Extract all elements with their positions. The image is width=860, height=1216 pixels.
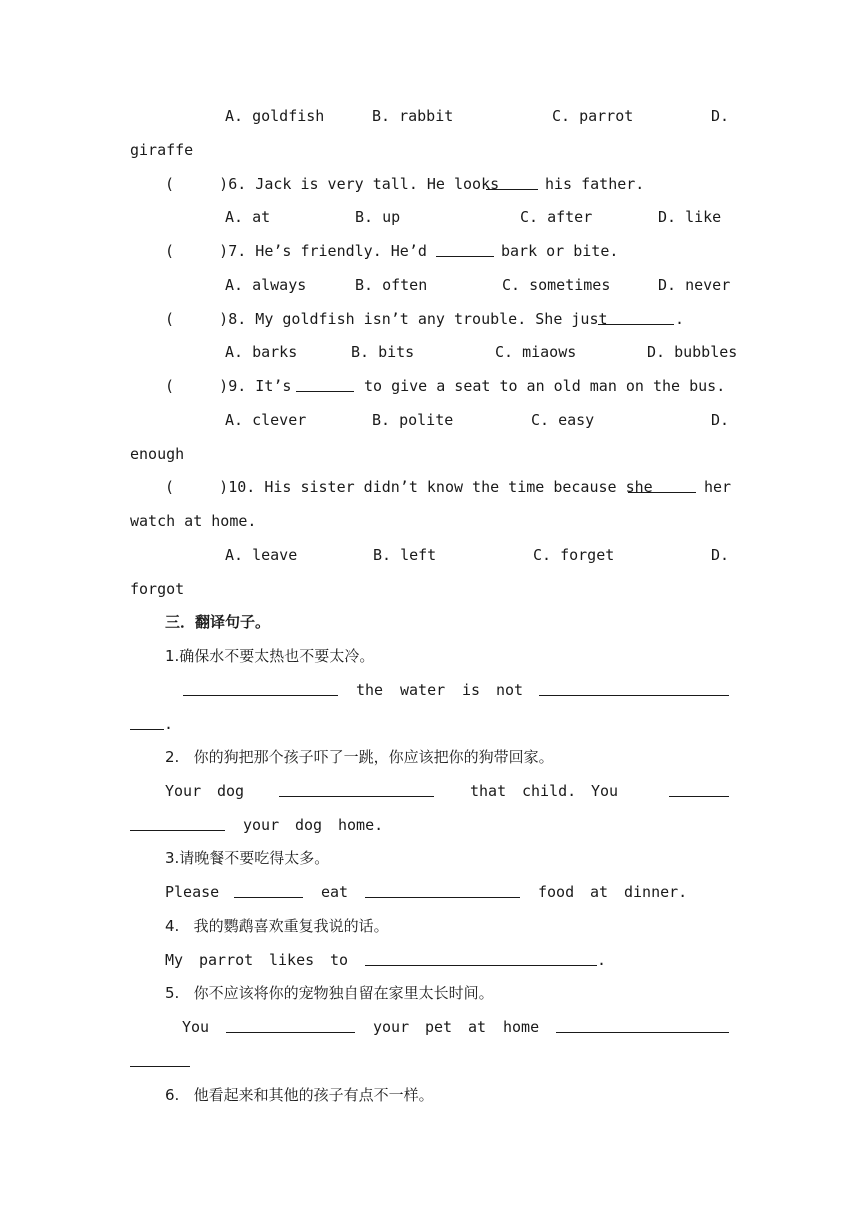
q8-option-b: B. bits <box>351 343 415 361</box>
sentence-3-blank-2[interactable] <box>365 897 520 898</box>
sentence-3-chinese: 3.请晚餐不要吃得太多。 <box>165 849 330 867</box>
sentence-4-word: to <box>330 951 349 969</box>
q10-option-d-text: forgot <box>130 580 185 598</box>
sentence-2-word: Your <box>165 782 202 800</box>
q8-blank[interactable] <box>598 324 674 325</box>
sentence-1-blank-1[interactable] <box>183 695 338 696</box>
q5-option-b: B. rabbit <box>372 107 454 125</box>
q10-option-c: C. forget <box>533 546 615 564</box>
sentence-3-word: Please <box>165 883 220 901</box>
q6-option-b: B. up <box>355 208 401 226</box>
q7-blank[interactable] <box>436 256 494 257</box>
sentence-2-word: dog <box>217 782 245 800</box>
sentence-4-blank[interactable] <box>365 965 597 966</box>
sentence-1-period: . <box>164 715 174 733</box>
sentence-1-word: the <box>356 681 384 699</box>
sentence-6-chinese: 6. 他看起来和其他的孩子有点不一样。 <box>165 1086 434 1104</box>
q10-option-a: A. leave <box>225 546 298 564</box>
sentence-3-word: food <box>538 883 575 901</box>
sentence-2-word: that <box>470 782 507 800</box>
q7-option-b: B. often <box>355 276 428 294</box>
q7-stem-end: bark or bite. <box>501 242 619 260</box>
sentence-5-word: your <box>373 1018 410 1036</box>
q5-option-a: A. goldfish <box>225 107 325 125</box>
q10-option-d: D. <box>711 546 730 564</box>
q10-stem: ( )10. His sister didn’t know the time because she <box>165 478 653 496</box>
sentence-2-word: home. <box>338 816 384 834</box>
q10-stem-wrap: watch at home. <box>130 512 257 530</box>
sentence-4-word: likes <box>269 951 315 969</box>
q8-stem: ( )8. My goldfish isn’t any trouble. She just <box>165 310 608 328</box>
sentence-4-word: parrot <box>199 951 254 969</box>
q7-option-a: A. always <box>225 276 307 294</box>
q10-blank[interactable] <box>628 492 696 493</box>
sentence-3-word: eat <box>321 883 349 901</box>
q6-option-a: A. at <box>225 208 271 226</box>
sentence-5-blank-2[interactable] <box>556 1032 729 1033</box>
q7-option-c: C. sometimes <box>502 276 611 294</box>
sentence-5-blank-2-wrap[interactable] <box>130 1066 190 1067</box>
q9-stem: ( )9. It’s <box>165 377 292 395</box>
sentence-2-blank-2-wrap[interactable] <box>130 830 225 831</box>
sentence-3-blank-1[interactable] <box>234 897 303 898</box>
sentence-4-chinese: 4. 我的鹦鹉喜欢重复我说的话。 <box>165 917 389 935</box>
q7-stem: ( )7. He’s friendly. He’d <box>165 242 427 260</box>
q6-stem-end: his father. <box>545 175 645 193</box>
q5-option-d-text: giraffe <box>130 141 194 159</box>
sentence-2-word: You <box>591 782 619 800</box>
sentence-2-blank-2[interactable] <box>669 796 729 797</box>
sentence-4-period: . <box>597 951 607 969</box>
q6-blank[interactable] <box>486 189 538 190</box>
sentence-1-blank-2-wrap[interactable] <box>130 729 164 730</box>
sentence-2-word: dog <box>295 816 323 834</box>
sentence-2-chinese: 2. 你的狗把那个孩子吓了一跳，你应该把你的狗带回家。 <box>165 748 554 766</box>
section-heading: 三．翻译句子。 <box>165 613 271 631</box>
q8-option-a: A. barks <box>225 343 298 361</box>
sentence-1-word: water <box>400 681 446 699</box>
q9-option-b: B. polite <box>372 411 454 429</box>
sentence-5-chinese: 5. 你不应该将你的宠物独自留在家里太长时间。 <box>165 984 494 1002</box>
q10-option-b: B. left <box>373 546 437 564</box>
q7-option-d: D. never <box>658 276 731 294</box>
sentence-1-word: not <box>496 681 524 699</box>
sentence-5-word: home <box>503 1018 540 1036</box>
sentence-3-word: at <box>590 883 609 901</box>
sentence-1-chinese: 1.确保水不要太热也不要太冷。 <box>165 647 375 665</box>
sentence-1-blank-2[interactable] <box>539 695 729 696</box>
q10-stem-end: her <box>704 478 732 496</box>
q9-option-c: C. easy <box>531 411 595 429</box>
sentence-2-word: your <box>243 816 280 834</box>
q6-option-d: D. like <box>658 208 722 226</box>
q9-option-d-text: enough <box>130 445 185 463</box>
q5-option-c: C. parrot <box>552 107 634 125</box>
sentence-2-word: child. <box>522 782 577 800</box>
q5-option-d: D. <box>711 107 730 125</box>
sentence-5-word: at <box>468 1018 487 1036</box>
q9-option-d: D. <box>711 411 730 429</box>
sentence-3-word: dinner. <box>624 883 688 901</box>
q8-option-d: D. bubbles <box>647 343 738 361</box>
sentence-4-word: My <box>165 951 184 969</box>
sentence-5-word: You <box>182 1018 210 1036</box>
q8-option-c: C. miaows <box>495 343 577 361</box>
sentence-5-blank-1[interactable] <box>226 1032 355 1033</box>
q9-blank[interactable] <box>296 391 354 392</box>
q6-option-c: C. after <box>520 208 593 226</box>
sentence-1-word: is <box>462 681 481 699</box>
q9-option-a: A. clever <box>225 411 307 429</box>
q8-stem-end: . <box>675 310 685 328</box>
q6-stem: ( )6. Jack is very tall. He looks <box>165 175 500 193</box>
sentence-5-word: pet <box>425 1018 453 1036</box>
sentence-2-blank-1[interactable] <box>279 796 434 797</box>
q9-stem-end: to give a seat to an old man on the bus. <box>364 377 726 395</box>
